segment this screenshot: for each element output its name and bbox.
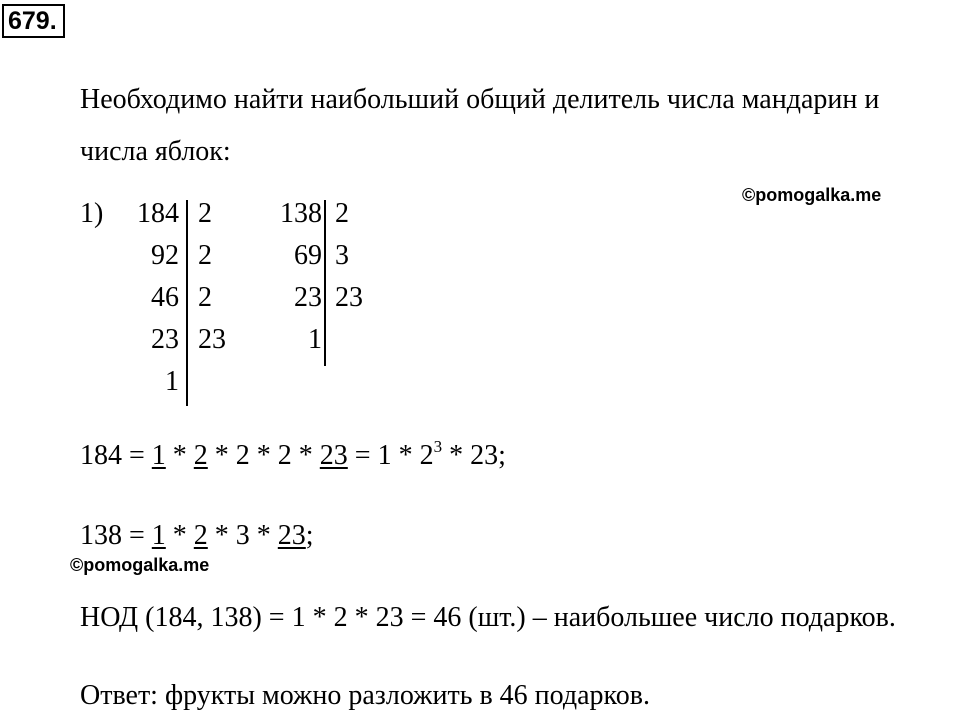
dividend-1: 1 <box>308 324 322 355</box>
dividend-1: 1 <box>165 366 179 397</box>
eq2-factor-1: 1 <box>151 520 166 551</box>
answer-line: Ответ: фрукты можно разложить в 46 подарков. <box>80 680 650 711</box>
dividend-184: 184 <box>137 198 179 229</box>
eq2-lhs: 138 = <box>80 520 152 551</box>
divisor-2-a: 2 <box>198 198 212 229</box>
intro-line-1: Необходимо найти наибольший общий делитель числа мандарин и <box>80 84 880 115</box>
dividend-69: 69 <box>294 240 322 271</box>
eq1-factor-1: 1 <box>151 440 166 471</box>
watermark-bottom: ©pomogalka.me <box>70 555 210 575</box>
dividend-23: 23 <box>294 282 322 313</box>
watermark-top: ©pomogalka.me <box>742 185 882 205</box>
equation-138 <box>80 522 314 550</box>
intro-line-2: числа яблок: <box>80 136 231 167</box>
dividend-23: 23 <box>151 324 179 355</box>
divisor-2-b: 2 <box>198 240 212 271</box>
division-line-right <box>324 200 326 366</box>
eq1-exponent: 3 <box>433 437 443 456</box>
problem-number: 679. <box>2 4 65 38</box>
eq2-mid: * 3 * <box>207 520 278 551</box>
eq2-end: ; <box>305 520 314 551</box>
eq1-mid: * 2 * 2 * <box>207 440 320 471</box>
equation-184 <box>80 437 506 471</box>
eq1-lhs: 184 = <box>80 440 152 471</box>
divisor-23: 23 <box>198 324 226 355</box>
eq1-factor-23: 23 <box>319 440 348 471</box>
gcd-line: НОД (184, 138) = 1 * 2 * 23 = 46 (шт.) – наибольшее число подарков. <box>80 602 896 633</box>
eq1-factor-2: 2 <box>193 440 208 471</box>
divisor-23: 23 <box>335 282 363 313</box>
eq2-op: * <box>165 520 194 551</box>
dividend-46: 46 <box>151 282 179 313</box>
eq2-factor-2: 2 <box>193 520 208 551</box>
divisor-2-c: 2 <box>198 282 212 313</box>
eq1-op: * <box>165 440 194 471</box>
division-line-left <box>186 200 188 406</box>
divisor-2: 2 <box>335 198 349 229</box>
dividend-138: 138 <box>280 198 322 229</box>
eq1-rhs-b: * 23; <box>442 440 506 471</box>
eq1-rhs-a: = 1 * 2 <box>347 440 434 471</box>
step-label: 1) <box>80 198 104 229</box>
divisor-3: 3 <box>335 240 349 271</box>
eq2-factor-23: 23 <box>277 520 306 551</box>
dividend-92: 92 <box>151 240 179 271</box>
